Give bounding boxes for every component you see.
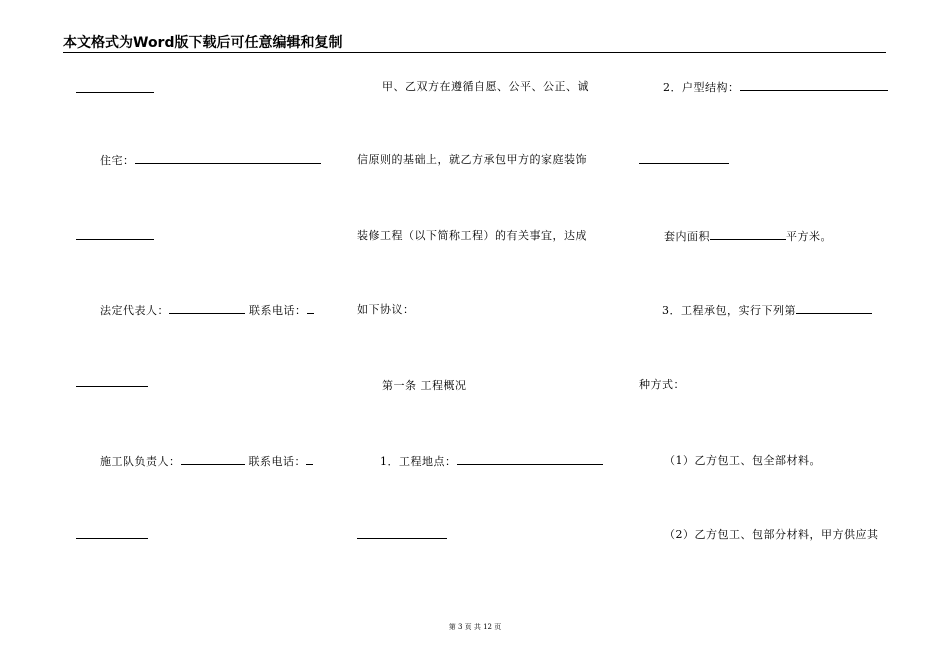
field-label: 施工队负责人：	[100, 455, 181, 468]
fill-blank	[76, 82, 154, 93]
page-header: 本文格式为Word版下载后可任意编辑和复制	[63, 35, 343, 51]
contract-mode-line	[662, 303, 872, 318]
fill-blank	[740, 80, 888, 91]
field-label: 1．工程地点：	[380, 455, 457, 468]
fill-blank	[76, 229, 154, 240]
header-rule	[63, 52, 886, 53]
body-text-line: 装修工程（以下简称工程）的有关事宜，达成	[357, 229, 587, 242]
blank-line	[357, 528, 447, 543]
option-line: （2）乙方包工、包部分材料，甲方供应其	[664, 528, 879, 541]
fill-blank	[306, 454, 313, 465]
field-label: 3．工程承包，实行下列第	[662, 304, 796, 317]
layout-line	[663, 80, 888, 95]
field-label: 套内面积	[664, 230, 710, 243]
option-line: （1）乙方包工、包全部材料。	[664, 454, 821, 467]
fill-blank	[76, 376, 148, 387]
fill-blank	[796, 303, 872, 314]
blank-line	[76, 528, 148, 543]
fill-blank	[710, 229, 786, 240]
field-label: 法定代表人：	[100, 304, 169, 317]
blank-line	[76, 376, 148, 391]
fill-blank	[169, 303, 245, 314]
body-text-line: 信原则的基础上，就乙方承包甲方的家庭装饰	[357, 153, 587, 166]
fill-blank	[135, 153, 321, 164]
page-footer: 第 3 页 共 12 页	[448, 623, 502, 631]
residence-line	[100, 153, 321, 168]
body-text-line: 甲、乙双方在遵循自愿、公平、公正、诚	[382, 80, 589, 93]
crew-leader-line	[100, 454, 313, 469]
fill-blank	[357, 528, 447, 539]
legal-rep-line	[100, 303, 314, 318]
blank-line	[639, 153, 729, 168]
blank-line	[76, 82, 154, 97]
field-label: 2．户型结构：	[663, 81, 740, 94]
field-label: 住宅：	[100, 154, 135, 167]
site-address-line	[380, 454, 603, 469]
floor-area-line	[664, 229, 832, 244]
body-text-line: 种方式：	[639, 378, 685, 391]
fill-blank	[181, 454, 245, 465]
field-label: 联系电话：	[248, 455, 306, 468]
fill-blank	[307, 303, 314, 314]
field-label: 平方米。	[786, 230, 832, 243]
section-heading: 第一条 工程概况	[382, 379, 467, 392]
field-label: 联系电话：	[249, 304, 307, 317]
body-text-line: 如下协议：	[357, 303, 415, 316]
fill-blank	[457, 454, 603, 465]
fill-blank	[76, 528, 148, 539]
fill-blank	[639, 153, 729, 164]
blank-line	[76, 229, 154, 244]
